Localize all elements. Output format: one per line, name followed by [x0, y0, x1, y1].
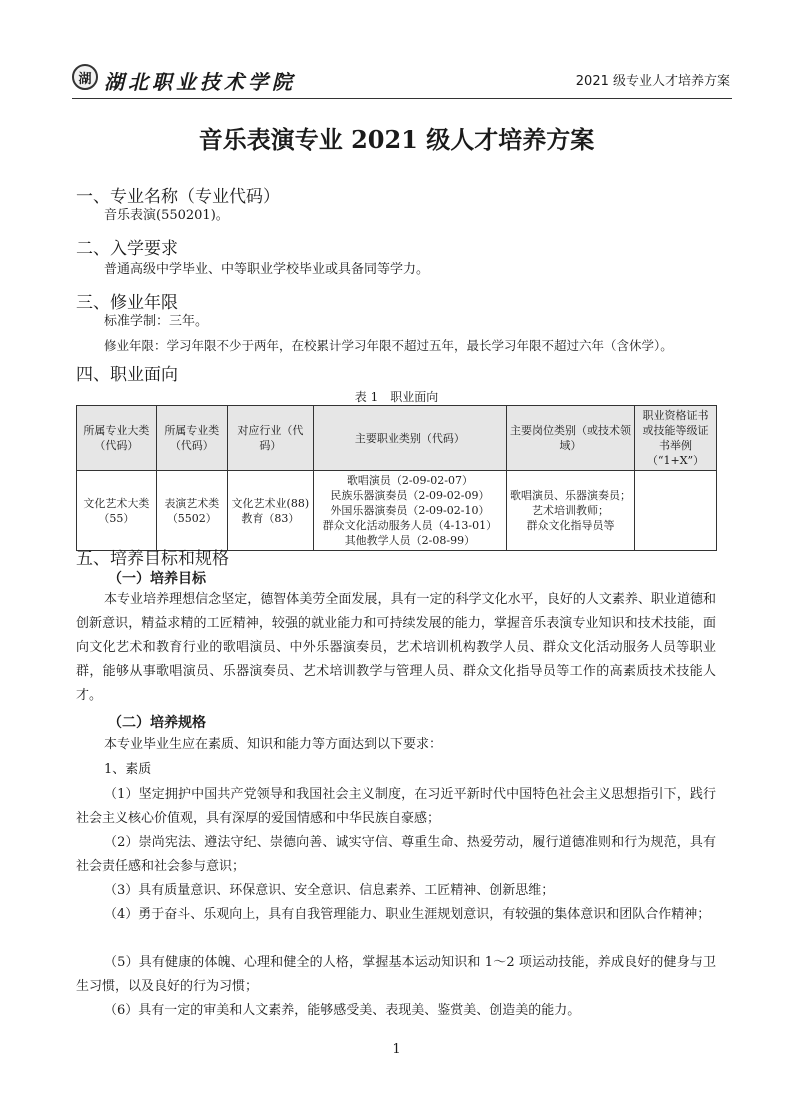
- table-cell: [635, 471, 717, 551]
- cell-line: 其他教学人员（2-08-99）: [344, 534, 476, 547]
- section-3-text-1: 标准学制：三年。: [104, 314, 209, 329]
- school-logo-icon: 湖: [72, 64, 98, 90]
- header-cell: 所属专业类（代码）: [156, 406, 227, 471]
- header-cell: 主要职业类别（代码）: [313, 406, 506, 471]
- cell-line: 文化艺术业(88): [231, 496, 310, 510]
- quality-heading: 1、素质: [104, 762, 152, 777]
- cell-line: 群众文化指导员等: [526, 519, 615, 532]
- table-header-row: [77, 406, 717, 471]
- section-1-heading: 一、专业名称（专业代码）: [76, 187, 280, 207]
- table-cell: [227, 471, 313, 551]
- table-cell: [507, 471, 635, 551]
- document-title: 音乐表演专业 2021 级人才培养方案: [198, 125, 595, 154]
- cell-line: 民族乐器演奏员（2-09-02-09）: [330, 489, 490, 502]
- section-3-heading: 三、修业年限: [76, 293, 178, 313]
- table-cell: 表演艺术类（5502）: [156, 471, 227, 551]
- list-item: （4）勇于奋斗、乐观向上，具有自我管理能力、职业生涯规划意识，有较强的集体意识和团队合作精神；: [104, 907, 711, 922]
- page-number: 1: [392, 1042, 401, 1057]
- section-5-heading: 五、培养目标和规格: [76, 549, 229, 569]
- subsection-2-heading: （二）培养规格: [108, 715, 206, 731]
- occupation-table: [76, 405, 717, 551]
- table-cell: [313, 471, 506, 551]
- list-item: （6）具有一定的审美和人文素养，能够感受美、表现美、鉴赏美、创造美的能力。: [104, 1003, 581, 1018]
- section-1-text: 音乐表演(550201)。: [104, 208, 229, 223]
- section-2-text: 普通高级中学毕业、中等职业学校毕业或具备同等学力。: [104, 262, 430, 277]
- subsection-1-heading: （一）培养目标: [108, 571, 206, 587]
- cell-line: 歌唱演员、乐器演奏员；: [510, 489, 632, 502]
- cell-line: 艺术培训教师；: [532, 504, 610, 517]
- section-2-heading: 二、入学要求: [76, 239, 178, 259]
- training-goal-paragraph: 本专业培养理想信念坚定，德智体美劳全面发展，具有一定的科学文化水平，良好的人文素养、职业道德和创新意识，精益求精的工匠精神，较强的就业能力和可持续发展的能力，掌握音乐表演专业知识和技术技能，面向文化艺术和教育行业的歌唱演员、中外乐器演奏员，艺术培训机构教学人员、群众文化活动服务人员等职业群，能够从事歌唱演员、乐器演奏员、艺术培训教学与管理人员、群众文化指导员等工作的高素质技术技能人才。: [76, 592, 716, 703]
- header-cell: 对应行业（代码）: [227, 406, 313, 471]
- table-caption: 表 1 职业面向: [354, 390, 439, 404]
- header-document-title: 2021 级专业人才培养方案: [575, 74, 730, 89]
- list-item: （2）崇尚宪法、遵法守纪、崇德向善、诚实守信、尊重生命、热爱劳动，履行道德准则和行为规范，具有社会责任感和社会参与意识；: [76, 835, 716, 874]
- table-cell: 文化艺术大类（55）: [77, 471, 157, 551]
- training-spec-intro: 本专业毕业生应在素质、知识和能力等方面达到以下要求：: [104, 737, 443, 752]
- cell-line: 歌唱演员（2-09-02-07）: [346, 474, 473, 487]
- page-header: [72, 62, 732, 99]
- school-name: 湖北职业技术学院: [104, 70, 296, 94]
- section-3-text-2: 修业年限：学习年限不少于两年，在校累计学习年限不超过五年，最长学习年限不超过六年（含休学）。: [104, 338, 673, 353]
- list-item: （3）具有质量意识、环保意识、安全意识、信息素养、工匠精神、创新思维；: [104, 883, 555, 898]
- section-4-heading: 四、职业面向: [76, 365, 178, 385]
- header-cell: 主要岗位类别（或技术领域）: [507, 406, 635, 471]
- list-item: （5）具有健康的体魄、心理和健全的人格，掌握基本运动知识和 1～2 项运动技能，养成良好的健身与卫生习惯，以及良好的行为习惯；: [76, 955, 716, 994]
- cell-line: 群众文化活动服务人员（4-13-01）: [322, 519, 498, 532]
- list-item: （1）坚定拥护中国共产党领导和我国社会主义制度，在习近平新时代中国特色社会主义思想指引下，践行社会主义核心价值观，具有深厚的爱国情感和中华民族自豪感；: [76, 787, 716, 826]
- cell-line: 外国乐器演奏员（2-09-02-10）: [330, 504, 490, 517]
- cell-line: 教育（83）: [241, 511, 300, 525]
- table-row: [77, 471, 717, 551]
- header-cell: 职业资格证书或技能等级证书举例（“1+X”）: [635, 406, 717, 471]
- header-cell: 所属专业大类（代码）: [77, 406, 157, 471]
